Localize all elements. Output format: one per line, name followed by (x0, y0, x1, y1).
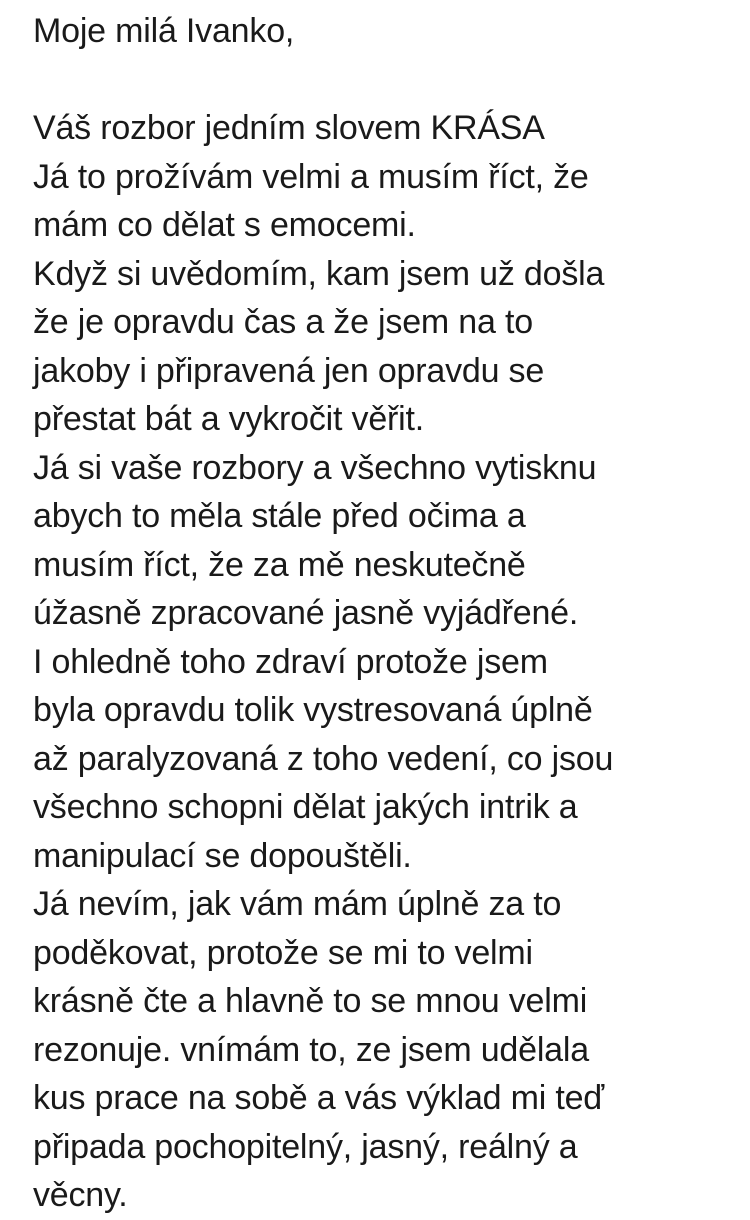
blank-line (33, 56, 738, 105)
message-line: abych to měla stále před očima a (33, 497, 526, 535)
message-line: byla opravdu tolik vystresovaná úplně (33, 691, 593, 729)
message-line: všechno schopni dělat jakých intrik a (33, 788, 578, 826)
message-line: Když si uvědomím, kam jsem už došla (33, 254, 605, 293)
greeting-line: Moje milá Ivanko, (33, 12, 295, 50)
message-line: úžasně zpracované jasně vyjádřené. (33, 594, 579, 632)
message-line: rezonuje. vnímám to, ze jsem udělala (33, 1030, 589, 1069)
message-line: mám co dělat s emocemi. (33, 206, 416, 244)
message-line: přestat bát a vykročit věřit. (33, 400, 425, 438)
message-line: I ohledně toho zdraví protože jsem (33, 642, 548, 681)
message-line: Já to prožívám velmi a musím říct, že (33, 157, 589, 196)
message-line: připada pochopitelný, jasný, reálný a (33, 1127, 578, 1166)
message-line: Váš rozbor jedním slovem KRÁSA (33, 109, 545, 147)
message-line: že je opravdu čas a že jsem na to (33, 303, 533, 341)
message-line: věcny. (33, 1176, 128, 1214)
message-line: manipulací se dopouštěli. (33, 836, 412, 875)
message-line: Já nevím, jak vám mám úplně za to (33, 885, 562, 923)
message-line: jakoby i připravená jen opravdu se (33, 351, 545, 390)
message-line: kus prace na sobě a vás výklad mi teď (33, 1079, 604, 1117)
message-line: krásně čte a hlavně to se mnou velmi (33, 982, 588, 1020)
message-line: Já si vaše rozbory a všechno vytisknu (33, 448, 597, 487)
message-line: poděkovat, protože se mi to velmi (33, 933, 533, 972)
message-body (33, 7, 738, 1220)
message-line: musím říct, že za mě neskutečně (33, 545, 526, 584)
message-line: až paralyzovaná z toho vedení, co jsou (33, 739, 614, 778)
